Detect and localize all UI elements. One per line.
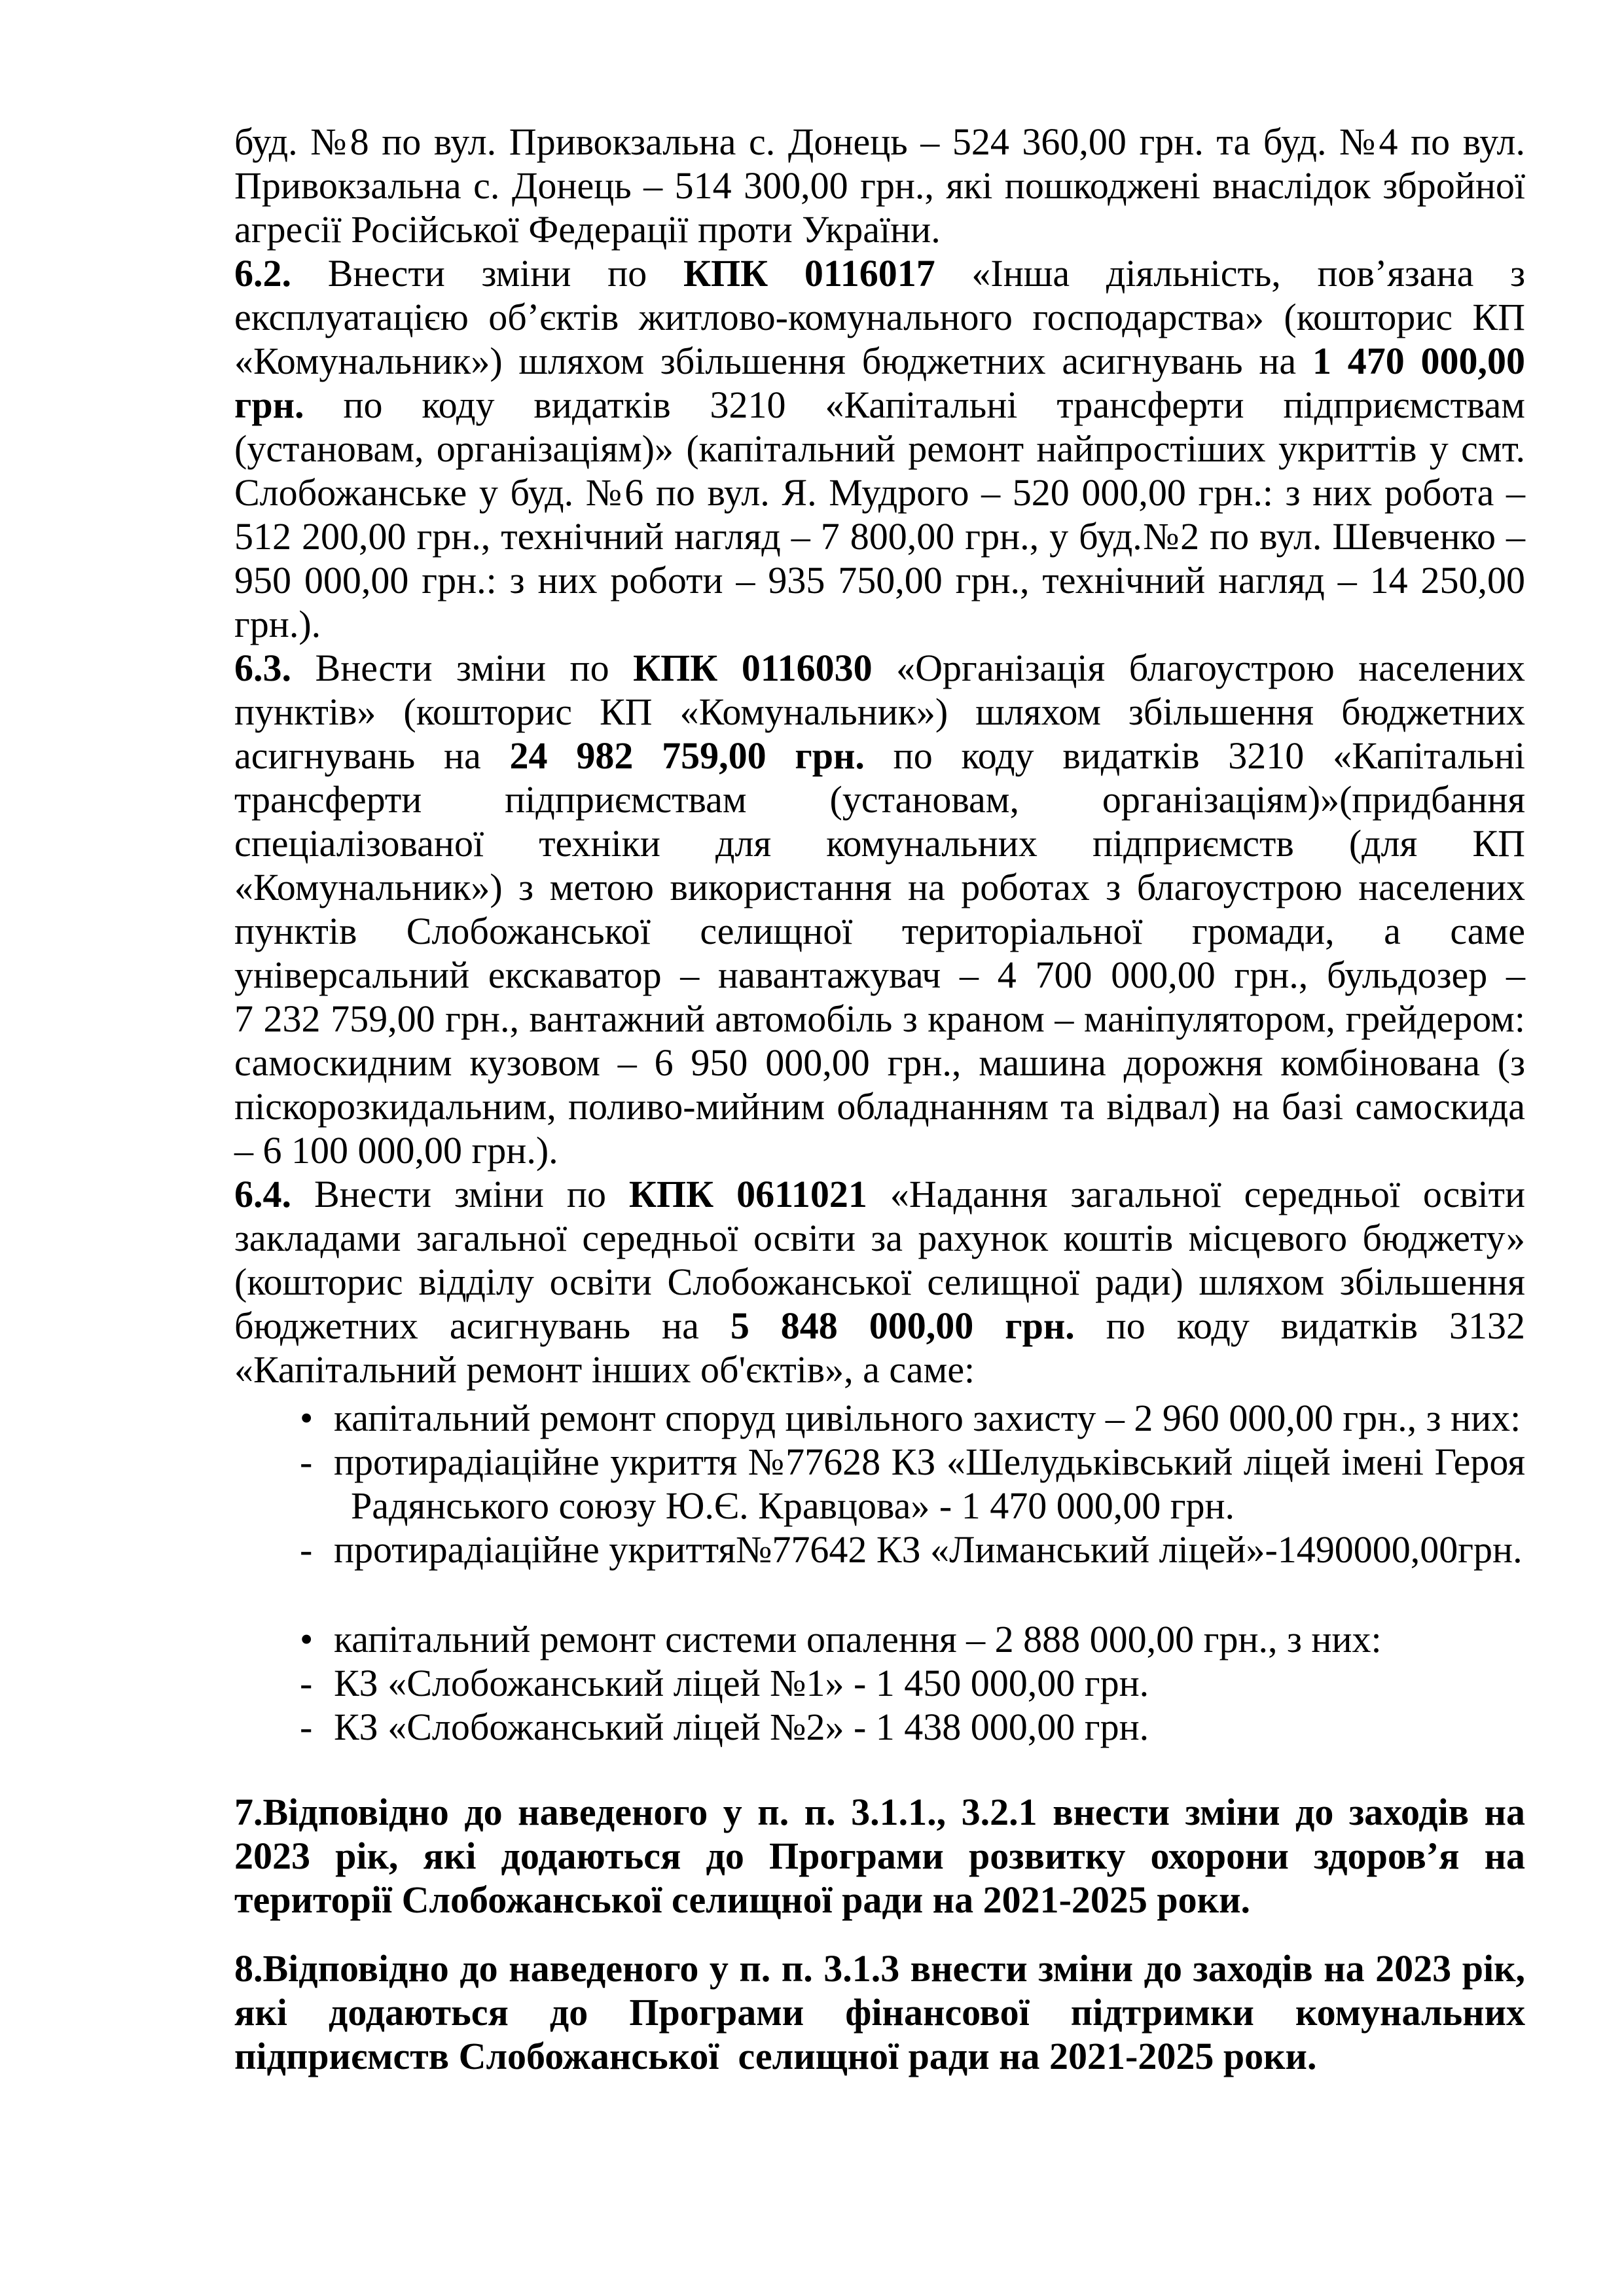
text-line — [234, 471, 1525, 514]
text-segment: «Організація благоустрою населених — [872, 647, 1525, 689]
text-segment: протирадіаційне укриття№77642 КЗ «Лиманський ліцей»-1490000,00грн. — [334, 1528, 1523, 1571]
text-segment: підприємств Слобожанської селищної ради на 2021-2025 роки. — [234, 2035, 1317, 2077]
text-line — [234, 909, 1525, 953]
text-segment: КЗ «Слобожанський ліцей №1» - 1 450 000,00 грн. — [334, 1662, 1149, 1704]
text-segment: «Комунальник») з метою використання на роботах з благоустрою населених — [234, 866, 1525, 908]
text-segment: «Комунальник») шляхом збільшення бюджетних асигнувань на — [234, 340, 1312, 382]
text-line — [234, 1216, 1525, 1260]
text-segment: по коду видатків 3132 — [1074, 1304, 1525, 1347]
text-segment: КЗ «Слобожанський ліцей №2» - 1 438 000,00 грн. — [334, 1706, 1149, 1748]
text-segment: 7 232 759,00 грн., вантажний автомобіль з краном – маніпулятором, грейдером: — [234, 997, 1525, 1040]
text-line — [234, 1484, 1525, 1528]
text-line — [234, 514, 1525, 558]
text-line — [234, 120, 1525, 164]
text-line — [234, 646, 1525, 690]
dash-list-item — [234, 1705, 1525, 1749]
text-segment: 7.Відповідно до наведеного у п. п. 3.1.1., 3.2.1 внести зміни до заходів на — [234, 1791, 1525, 1833]
text-line — [234, 1705, 1525, 1749]
text-segment: бюджетних асигнувань на — [234, 1304, 731, 1347]
text-line — [234, 1128, 1525, 1172]
paragraph — [234, 120, 1525, 251]
text-segment: – 6 100 000,00 грн.). — [234, 1129, 558, 1172]
text-segment: пунктів Слобожанської селищної територіальної громади, а саме — [234, 910, 1525, 952]
text-segment: спеціалізованої техніки для комунальних підприємств (для КП — [234, 822, 1525, 865]
text-segment: Радянського союзу Ю.Є. Кравцова» - 1 470 000,00 грн. — [351, 1484, 1235, 1527]
document-page — [234, 120, 1525, 2078]
text-line — [234, 558, 1525, 602]
text-segment: самоскидним кузовом – 6 950 000,00 грн., машина дорожня комбінована (з — [234, 1041, 1525, 1084]
text-segment: 2023 рік, які додаються до Програми розвитку охорони здоров’я на — [234, 1835, 1525, 1877]
text-line — [234, 1172, 1525, 1216]
text-segment: пунктів» (кошторис КП «Комунальник») шляхом збільшення бюджетних — [234, 691, 1525, 733]
text-line — [234, 1528, 1525, 1571]
dash-marker: - — [300, 1528, 313, 1571]
text-segment: Слобожанське у буд. №6 по вул. Я. Мудрого – 520 000,00 грн.: з них робота – — [234, 471, 1525, 514]
text-segment: «Надання загальної середньої освіти — [867, 1173, 1525, 1215]
text-segment: по коду видатків 3210 «Капітальні — [864, 734, 1525, 777]
paragraph — [234, 1172, 1525, 1391]
text-segment: (кошторис відділу освіти Слобожанської селищної ради) шляхом збільшення — [234, 1261, 1525, 1303]
text-line — [234, 207, 1525, 251]
bold-text: КПК 0116017 — [683, 252, 935, 295]
text-segment: які додаються до Програми фінансової підтримки комунальних — [234, 1991, 1525, 2034]
text-line — [234, 953, 1525, 997]
text-segment: Привокзальна с. Донець – 514 300,00 грн., які пошкоджені внаслідок збройної — [234, 164, 1525, 207]
text-segment: Внести зміни по — [291, 252, 683, 295]
text-line — [234, 1990, 1525, 2034]
text-segment: території Слобожанської селищної ради на 2021-2025 роки. — [234, 1878, 1250, 1921]
text-segment: (установам, організаціям)» (капітальний ремонт найпростіших укриттів у смт. — [234, 427, 1525, 470]
text-segment: «Інша діяльність, пов’язана з — [935, 252, 1525, 295]
text-line — [234, 821, 1525, 865]
dash-marker: - — [300, 1706, 313, 1748]
bold-text: 1 470 000,00 — [1312, 340, 1526, 382]
paragraph — [234, 1790, 1525, 1922]
text-segment: універсальний екскаватор – навантажувач – 4 700 000,00 грн., бульдозер – — [234, 954, 1525, 996]
dash-list-item — [234, 1440, 1525, 1528]
text-segment: трансферти підприємствам (установам, організаціям)»(придбання — [234, 778, 1525, 821]
text-line — [234, 1878, 1525, 1922]
text-segment: протирадіаційне укриття №77628 КЗ «Шелудьківський ліцей імені Героя — [334, 1441, 1525, 1483]
text-line — [234, 164, 1525, 207]
dash-list-item — [234, 1528, 1525, 1571]
bold-text: 6.2. — [234, 252, 291, 295]
text-line — [234, 1348, 1525, 1391]
bold-text: 5 848 000,00 грн. — [730, 1304, 1075, 1347]
paragraph — [234, 251, 1525, 646]
text-line — [234, 427, 1525, 471]
text-line — [234, 339, 1525, 383]
text-line — [234, 865, 1525, 909]
text-line — [234, 997, 1525, 1041]
text-line — [234, 1304, 1525, 1348]
dash-marker: - — [300, 1662, 313, 1704]
text-segment: грн.). — [234, 603, 321, 645]
text-line — [234, 251, 1525, 295]
bullet-icon: • — [300, 1397, 314, 1439]
text-line — [234, 1396, 1525, 1440]
dash-list-item — [234, 1661, 1525, 1705]
text-segment: асигнувань на — [234, 734, 510, 777]
text-segment: 950 000,00 грн.: з них роботи – 935 750,00 грн., технічний нагляд – 14 250,00 — [234, 559, 1525, 601]
text-line — [234, 383, 1525, 427]
text-segment: закладами загальної середньої освіти за рахунок коштів місцевого бюджету» — [234, 1217, 1525, 1259]
text-line — [234, 1085, 1525, 1128]
text-segment: Внести зміни по — [291, 1173, 629, 1215]
text-segment: Внести зміни по — [291, 647, 634, 689]
bold-text: 6.3. — [234, 647, 291, 689]
paragraph — [234, 1946, 1525, 2078]
text-segment: буд. №8 по вул. Привокзальна с. Донець – 524 360,00 грн. та буд. №4 по вул. — [234, 120, 1525, 163]
text-line — [234, 1661, 1525, 1705]
bold-text: 24 982 759,00 грн. — [509, 734, 865, 777]
bold-text: КПК 0116030 — [633, 647, 873, 689]
text-segment: 8.Відповідно до наведеного у п. п. 3.1.3 внести зміни до заходів на 2023 рік, — [234, 1947, 1525, 1990]
text-line — [234, 1946, 1525, 1990]
text-segment: агресії Російської Федерації проти України. — [234, 208, 941, 251]
text-segment: експлуатацією об’єктів житлово-комунального господарства» (кошторис КП — [234, 296, 1525, 338]
text-line — [234, 295, 1525, 339]
text-segment: 512 200,00 грн., технічний нагляд – 7 800,00 грн., у буд.№2 по вул. Шевченко – — [234, 515, 1525, 558]
text-line — [234, 602, 1525, 646]
paragraph — [234, 646, 1525, 1172]
text-segment: капітальний ремонт споруд цивільного захисту – 2 960 000,00 грн., з них: — [334, 1397, 1521, 1439]
text-line — [234, 1834, 1525, 1878]
text-line — [234, 734, 1525, 778]
text-line — [234, 690, 1525, 734]
text-segment: по коду видатків 3210 «Капітальні трансферти підприємствам — [304, 384, 1525, 426]
bullet-list-item — [234, 1396, 1525, 1440]
text-line — [234, 2034, 1525, 2078]
text-line — [234, 1440, 1525, 1484]
bold-text: КПК 0611021 — [628, 1173, 867, 1215]
bullet-icon: • — [300, 1618, 314, 1660]
text-segment: піскорозкидальним, поливо-мийним обладнанням та відвал) на базі самоскида — [234, 1085, 1525, 1128]
bold-text: 6.4. — [234, 1173, 291, 1215]
bold-text: грн. — [234, 384, 304, 426]
text-segment: капітальний ремонт системи опалення – 2 888 000,00 грн., з них: — [334, 1618, 1382, 1660]
text-line — [234, 778, 1525, 821]
text-line — [234, 1617, 1525, 1661]
text-line — [234, 1790, 1525, 1834]
dash-marker: - — [300, 1441, 313, 1483]
text-line — [234, 1260, 1525, 1304]
text-line — [234, 1041, 1525, 1085]
text-segment: «Капітальний ремонт інших об'єктів», а саме: — [234, 1348, 975, 1391]
bullet-list-item — [234, 1617, 1525, 1661]
